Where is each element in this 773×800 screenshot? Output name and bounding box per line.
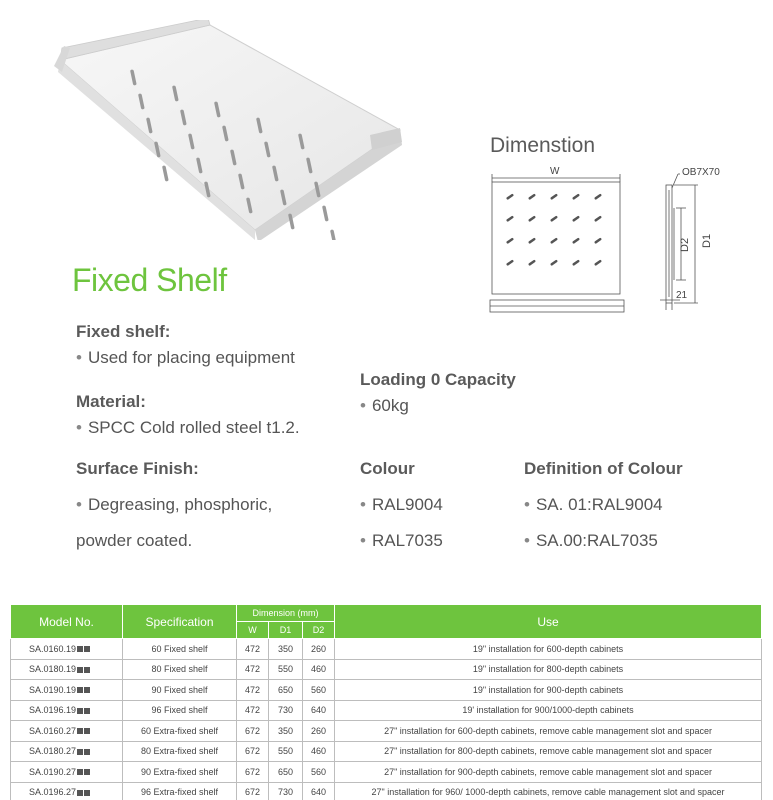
square-mark-icon bbox=[84, 687, 90, 693]
w-cell: 672 bbox=[237, 762, 269, 783]
spec-cell: 96 Extra-fixed shelf bbox=[123, 782, 237, 800]
square-mark-icon bbox=[77, 749, 83, 755]
square-mark-icon bbox=[84, 769, 90, 775]
header-use: Use bbox=[335, 605, 762, 639]
model-cell: SA.0196.27 bbox=[11, 782, 123, 800]
spec-item: • RAL7035 bbox=[360, 531, 443, 550]
spec-heading: Fixed shelf: bbox=[76, 322, 171, 341]
spec-item: • Used for placing equipment bbox=[76, 348, 295, 367]
spec-colour bbox=[360, 459, 443, 559]
use-cell: 19" installation for 600-depth cabinets bbox=[335, 639, 762, 660]
use-cell: 27" installation for 800-depth cabinets, remove cable management slot and spacer bbox=[335, 741, 762, 762]
model-cell: SA.0196.19 bbox=[11, 700, 123, 721]
shelf-slot bbox=[322, 205, 329, 221]
dim-label-w: W bbox=[550, 166, 560, 177]
spec-cell: 90 Fixed shelf bbox=[123, 680, 237, 701]
drawing-slot bbox=[528, 237, 536, 244]
d2-cell: 460 bbox=[303, 659, 335, 680]
model-cell: SA.0190.19 bbox=[11, 680, 123, 701]
header-model: Model No. bbox=[11, 605, 123, 639]
square-mark-icon bbox=[84, 708, 90, 714]
w-cell: 672 bbox=[237, 741, 269, 762]
use-cell: 27" installation for 960/ 1000-depth cabinets, remove cable management slot and spacer bbox=[335, 782, 762, 800]
square-mark-icon bbox=[77, 708, 83, 714]
spec-heading: Material: bbox=[76, 392, 146, 411]
page-title: Fixed Shelf bbox=[72, 262, 227, 298]
d2-cell: 640 bbox=[303, 782, 335, 800]
use-cell: 19" installation for 900-depth cabinets bbox=[335, 680, 762, 701]
spec-item: • SA.00:RAL7035 bbox=[524, 531, 658, 550]
spec-heading: Loading 0 Capacity bbox=[360, 370, 516, 389]
d2-cell: 260 bbox=[303, 639, 335, 660]
shelf-slot bbox=[330, 229, 337, 240]
spec-item: • Degreasing, phosphoric, bbox=[76, 495, 273, 514]
drawing-slot bbox=[528, 259, 536, 266]
spec-item: • SPCC Cold rolled steel t1.2. bbox=[76, 418, 300, 437]
spec-definition-of-colour bbox=[524, 459, 683, 559]
d2-cell: 560 bbox=[303, 762, 335, 783]
spec-loading-capacity bbox=[360, 370, 516, 424]
model-cell: SA.0160.19 bbox=[11, 639, 123, 660]
spec-item: • 60kg bbox=[360, 396, 409, 415]
spec-heading: Colour bbox=[360, 459, 415, 478]
square-mark-icon bbox=[84, 749, 90, 755]
d1-cell: 550 bbox=[269, 659, 303, 680]
square-mark-icon bbox=[77, 790, 83, 796]
spec-material bbox=[76, 392, 300, 446]
drawing-slot bbox=[528, 215, 536, 222]
dimension-title: Dimenstion bbox=[490, 134, 596, 157]
d2-cell: 640 bbox=[303, 700, 335, 721]
d1-cell: 650 bbox=[269, 680, 303, 701]
spec-cell: 96 Fixed shelf bbox=[123, 700, 237, 721]
spec-cell: 90 Extra-fixed shelf bbox=[123, 762, 237, 783]
drawing-slot bbox=[550, 237, 558, 244]
d1-cell: 350 bbox=[269, 639, 303, 660]
d1-cell: 650 bbox=[269, 762, 303, 783]
spec-heading: Surface Finish: bbox=[76, 459, 199, 478]
spec-item: • SA. 01:RAL9004 bbox=[524, 495, 663, 514]
spec-surface-finish bbox=[76, 459, 272, 559]
drawing-slot bbox=[572, 215, 580, 222]
dimension-drawing bbox=[480, 160, 760, 325]
dim-label-ob: OB7X70 bbox=[682, 167, 720, 178]
drawing-slot bbox=[528, 193, 536, 200]
square-mark-icon bbox=[77, 667, 83, 673]
d1-cell: 730 bbox=[269, 700, 303, 721]
square-mark-icon bbox=[77, 728, 83, 734]
table-row bbox=[11, 680, 762, 701]
d2-cell: 560 bbox=[303, 680, 335, 701]
w-cell: 472 bbox=[237, 639, 269, 660]
drawing-slot bbox=[550, 215, 558, 222]
header-d1: D1 bbox=[269, 622, 303, 639]
drawing-slot bbox=[594, 237, 602, 244]
square-mark-icon bbox=[77, 769, 83, 775]
drawing-slot bbox=[506, 193, 514, 200]
w-cell: 472 bbox=[237, 680, 269, 701]
w-cell: 472 bbox=[237, 700, 269, 721]
drawing-slot bbox=[594, 259, 602, 266]
dim-label-d2: D2 bbox=[679, 237, 691, 252]
d1-cell: 550 bbox=[269, 741, 303, 762]
drawing-slot bbox=[506, 237, 514, 244]
w-cell: 472 bbox=[237, 659, 269, 680]
spec-cell: 60 Extra-fixed shelf bbox=[123, 721, 237, 742]
use-cell: 19' installation for 900/1000-depth cabinets bbox=[335, 700, 762, 721]
spec-cell: 80 Extra-fixed shelf bbox=[123, 741, 237, 762]
d2-cell: 460 bbox=[303, 741, 335, 762]
square-mark-icon bbox=[84, 667, 90, 673]
header-specification: Specification bbox=[123, 605, 237, 639]
drawing-slot bbox=[506, 215, 514, 222]
drawing-slot bbox=[594, 193, 602, 200]
table-row bbox=[11, 782, 762, 800]
table-row bbox=[11, 721, 762, 742]
drawing-slot bbox=[572, 259, 580, 266]
use-cell: 19" installation for 800-depth cabinets bbox=[335, 659, 762, 680]
spec-cell: 80 Fixed shelf bbox=[123, 659, 237, 680]
drawing-slot bbox=[572, 237, 580, 244]
header-d2: D2 bbox=[303, 622, 335, 639]
model-cell: SA.0190.27 bbox=[11, 762, 123, 783]
square-mark-icon bbox=[84, 646, 90, 652]
drawing-slot bbox=[550, 193, 558, 200]
spec-heading: Definition of Colour bbox=[524, 459, 683, 478]
square-mark-icon bbox=[84, 790, 90, 796]
table-row bbox=[11, 741, 762, 762]
drawing-slot bbox=[594, 215, 602, 222]
spec-fixed-shelf bbox=[76, 322, 295, 376]
model-cell: SA.0180.27 bbox=[11, 741, 123, 762]
table-row bbox=[11, 762, 762, 783]
spec-item: powder coated. bbox=[76, 531, 193, 550]
table-row bbox=[11, 659, 762, 680]
w-cell: 672 bbox=[237, 721, 269, 742]
header-dimension: Dimension (mm) bbox=[237, 605, 335, 622]
dim-label-d1: D1 bbox=[701, 233, 713, 248]
spec-item: • RAL9004 bbox=[360, 495, 443, 514]
w-cell: 672 bbox=[237, 782, 269, 800]
drawing-slot bbox=[572, 193, 580, 200]
square-mark-icon bbox=[84, 728, 90, 734]
model-cell: SA.0180.19 bbox=[11, 659, 123, 680]
d1-cell: 730 bbox=[269, 782, 303, 800]
spec-cell: 60 Fixed shelf bbox=[123, 639, 237, 660]
spec-table bbox=[10, 604, 762, 800]
d2-cell: 260 bbox=[303, 721, 335, 742]
drawing-slot bbox=[506, 259, 514, 266]
dim-label-depth: 21 bbox=[676, 290, 688, 301]
table-row bbox=[11, 700, 762, 721]
d1-cell: 350 bbox=[269, 721, 303, 742]
shelf-product-image bbox=[40, 20, 420, 240]
table-row bbox=[11, 639, 762, 660]
header-w: W bbox=[237, 622, 269, 639]
model-cell: SA.0160.27 bbox=[11, 721, 123, 742]
square-mark-icon bbox=[77, 646, 83, 652]
shelf-slot bbox=[162, 165, 169, 181]
use-cell: 27" installation for 900-depth cabinets, remove cable management slot and spacer bbox=[335, 762, 762, 783]
square-mark-icon bbox=[77, 687, 83, 693]
drawing-slot bbox=[550, 259, 558, 266]
use-cell: 27" installation for 600-depth cabinets, remove cable management slot and spacer bbox=[335, 721, 762, 742]
